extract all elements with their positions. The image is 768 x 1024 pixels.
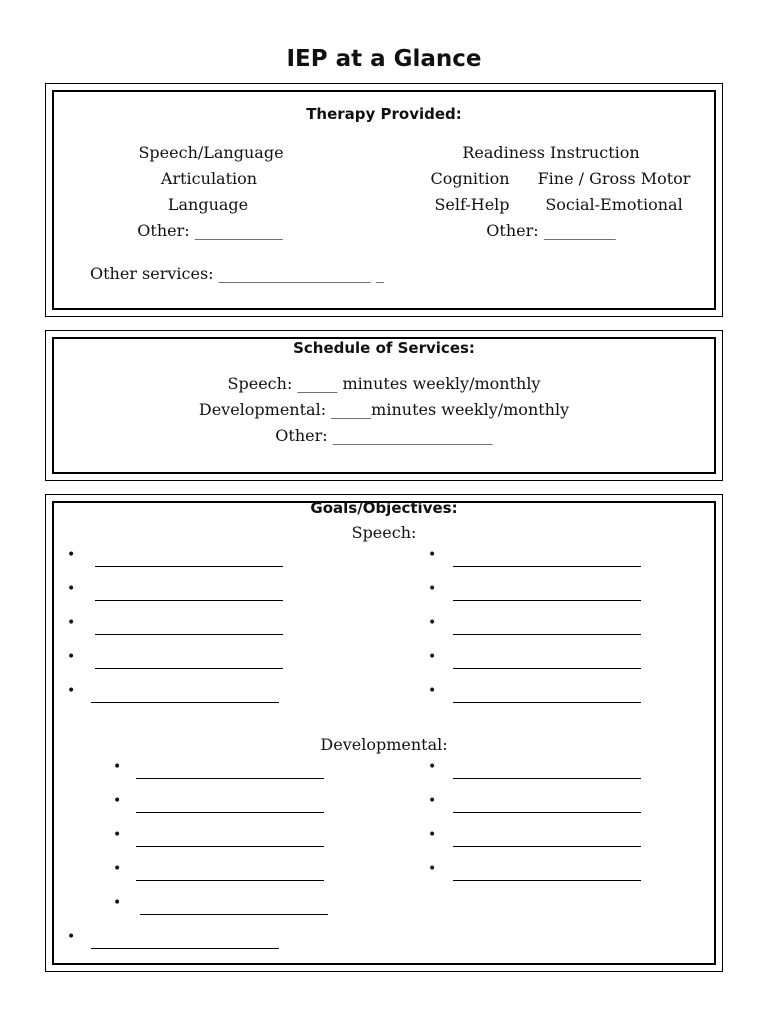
goal-blank-line-speech-left [95,566,283,567]
goals-heading: Goals/Objectives: [310,499,458,517]
goal-bullet-developmental-right: • [428,759,437,775]
goal-bullet-speech-left: • [67,547,76,563]
therapy-heading: Therapy Provided: [306,105,462,123]
goal-bullet-developmental-left: • [113,793,122,809]
therapy-speech-language: Speech/Language [138,143,284,162]
schedule-heading: Schedule of Services: [293,339,475,357]
goal-bullet-speech-left: • [67,615,76,631]
schedule-speech: Speech: _____ minutes weekly/monthly [227,374,541,393]
schedule-other: Other: ____________________ [275,426,493,445]
goal-blank-line-speech-right [453,634,641,635]
goal-blank-line-extra [91,948,279,949]
therapy-other-right: Other: _________ [486,221,616,240]
goal-bullet-developmental-left: • [113,827,122,843]
therapy-other-services: Other services: ___________________ _ [90,264,384,283]
page-title: IEP at a Glance [286,46,482,72]
goal-blank-line-developmental-right [453,778,641,779]
goals-developmental-label: Developmental: [320,735,448,754]
goal-bullet-speech-left: • [67,649,76,665]
goal-blank-line-speech-left [95,668,283,669]
goals-inner-border [52,501,716,965]
goal-bullet-developmental-right: • [428,827,437,843]
goal-blank-line-speech-right [453,600,641,601]
goal-bullet-speech-right: • [428,547,437,563]
therapy-other-left: Other: ___________ [137,221,283,240]
therapy-self-help: Self-Help [434,195,510,214]
goal-blank-line-speech-right [453,566,641,567]
goal-bullet-developmental-right: • [428,793,437,809]
goal-bullet-speech-left: • [67,683,76,699]
goals-speech-label: Speech: [351,523,417,542]
goal-blank-line-speech-left [95,600,283,601]
goal-bullet-speech-right: • [428,649,437,665]
goal-blank-line-developmental-left [136,812,324,813]
goal-blank-line-speech-right [453,702,641,703]
goal-bullet-extra: • [67,929,76,945]
goal-bullet-speech-left: • [67,581,76,597]
goal-bullet-speech-right: • [428,581,437,597]
goal-blank-line-speech-left [95,634,283,635]
goal-blank-line-developmental-right [453,812,641,813]
goal-bullet-speech-right: • [428,615,437,631]
goal-blank-line-developmental-left [136,880,324,881]
goal-blank-line-developmental-left [136,846,324,847]
goal-bullet-developmental-left: • [113,895,122,911]
goal-blank-line-speech-left [91,702,279,703]
goal-bullet-developmental-left: • [113,759,122,775]
schedule-developmental: Developmental: _____minutes weekly/monthly [198,400,570,419]
therapy-fine-gross: Fine / Gross Motor [537,169,691,188]
goal-bullet-developmental-right: • [428,861,437,877]
therapy-social: Social-Emotional [545,195,683,214]
therapy-readiness: Readiness Instruction [462,143,640,162]
goal-blank-line-developmental-left [136,778,324,779]
therapy-cognition: Cognition [430,169,510,188]
goal-blank-line-developmental-right [453,880,641,881]
goal-blank-line-developmental-left [140,914,328,915]
goal-blank-line-developmental-right [453,846,641,847]
therapy-articulation: Articulation [160,169,258,188]
goal-bullet-speech-right: • [428,683,437,699]
goal-bullet-developmental-left: • [113,861,122,877]
goal-blank-line-speech-right [453,668,641,669]
therapy-language: Language [167,195,249,214]
